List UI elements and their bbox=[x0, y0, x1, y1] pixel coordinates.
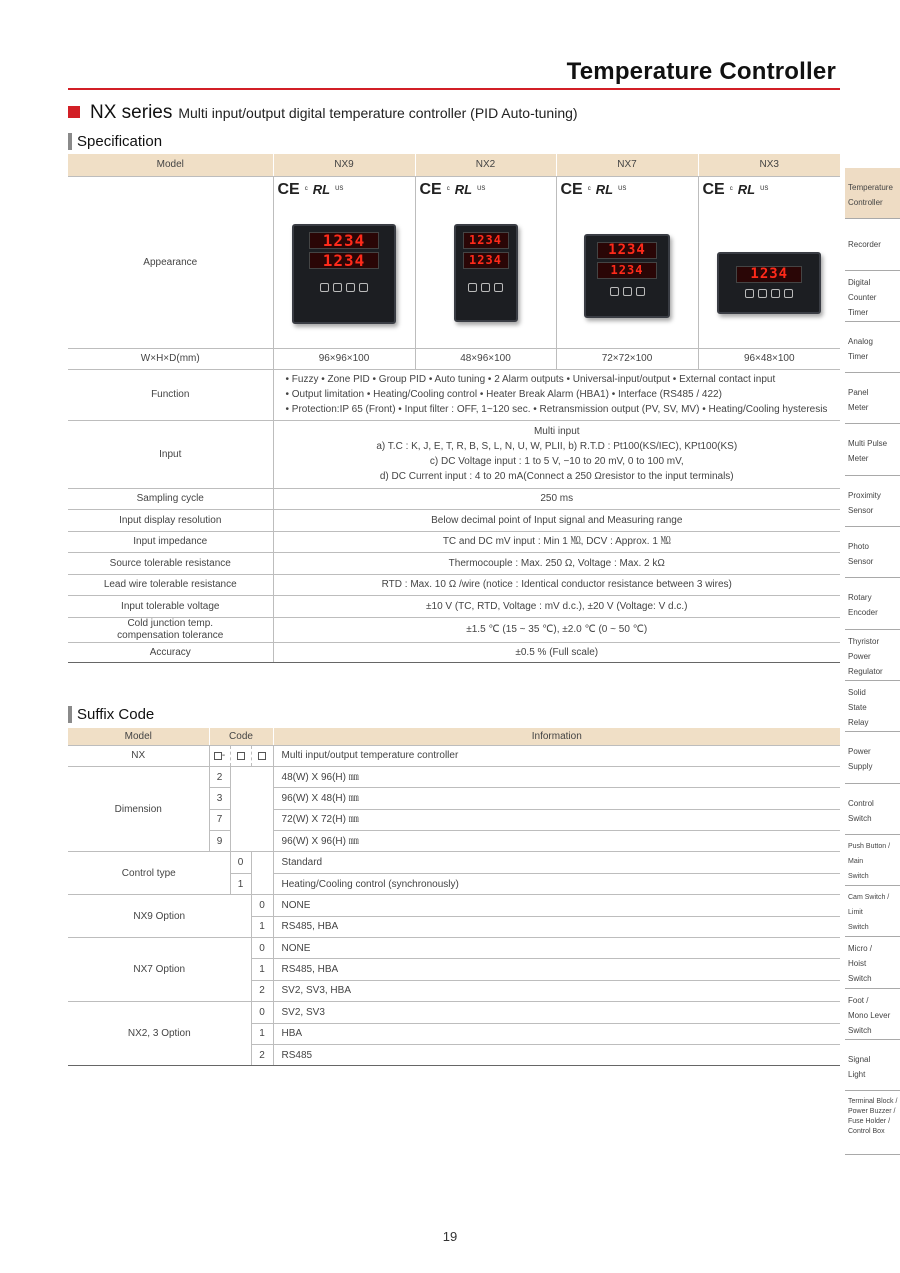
code-dash: - bbox=[221, 750, 226, 762]
display-resolution-value: Below decimal point of Input signal and Measuring range bbox=[273, 510, 840, 532]
spec-row bbox=[68, 553, 840, 575]
appearance-nx9 bbox=[273, 176, 415, 348]
function-line: • Protection:IP 65 (Front) • Input filter : OFF, 1~120 sec. • Retransmission output (PV, SV, MV) • Heating/Cooling hysteresis bbox=[285, 404, 828, 415]
tab-push-button-main-switch[interactable]: Push Button / Main Switch bbox=[845, 835, 900, 886]
control-type-group-label: Control type bbox=[68, 852, 230, 895]
suffix-code: 2 bbox=[209, 766, 230, 787]
suffix-information-header: Information bbox=[273, 728, 840, 745]
model-nx2: NX2 bbox=[415, 154, 556, 176]
pv-display: 1234 bbox=[309, 232, 379, 249]
suffix-code-heading-label: Suffix Code bbox=[77, 706, 155, 723]
suffix-info: SV2, SV3 bbox=[273, 1002, 840, 1023]
appearance-nx7 bbox=[556, 176, 698, 348]
suffix-row bbox=[68, 766, 840, 787]
tab-signal-light[interactable]: Signal Light bbox=[845, 1040, 900, 1091]
suffix-code: 1 bbox=[230, 873, 251, 894]
input-impedance-value: TC and DC mV input : Min 1 ㏁, DCV : Approx. 1 ㏁ bbox=[273, 531, 840, 553]
us-mark: US bbox=[335, 186, 344, 192]
suffix-info: SV2, SV3, HBA bbox=[273, 980, 840, 1001]
dimension-label: W×H×D(mm) bbox=[68, 348, 273, 369]
ce-mark: CE bbox=[419, 181, 442, 198]
tab-recorder[interactable]: Recorder bbox=[845, 219, 900, 270]
suffix-code: 2 bbox=[251, 1044, 273, 1065]
suffix-code: 1 bbox=[251, 959, 273, 980]
dimension-row bbox=[68, 348, 840, 369]
dimension-nx2: 48×96×100 bbox=[415, 348, 556, 369]
tab-terminal-block[interactable]: Terminal Block / Power Buzzer / Fuse Holder / Control Box bbox=[845, 1091, 900, 1155]
suffix-info: Heating/Cooling control (synchronously) bbox=[273, 873, 840, 894]
tab-photo-sensor[interactable]: Photo Sensor bbox=[845, 527, 900, 578]
spec-row bbox=[68, 617, 840, 642]
appearance-nx3 bbox=[698, 176, 840, 348]
suffix-row bbox=[68, 852, 840, 873]
tab-cam-switch-limit-switch[interactable]: Cam Switch / Limit Switch bbox=[845, 886, 900, 937]
code-box-control bbox=[230, 745, 251, 766]
tab-thyristor-power-regulator[interactable]: Thyristor Power Regulator bbox=[845, 630, 900, 681]
spec-header-row bbox=[68, 154, 840, 176]
input-impedance-label: Input impedance bbox=[68, 531, 273, 553]
function-value bbox=[273, 369, 840, 420]
pv-display: 1234 bbox=[463, 232, 509, 249]
function-line: • Fuzzy • Zone PID • Group PID • Auto tuning • 2 Alarm outputs • Universal-input/output • External contact input bbox=[285, 374, 776, 385]
suffix-code: 0 bbox=[251, 1002, 273, 1023]
suffix-code: 0 bbox=[251, 938, 273, 959]
tab-temperature-controller[interactable]: Temperature Controller bbox=[845, 168, 900, 219]
c-mark: c bbox=[446, 186, 450, 192]
ul-mark: RL bbox=[454, 182, 473, 197]
suffix-code: 2 bbox=[251, 980, 273, 1001]
tab-foot-mono-lever-switch[interactable]: Foot / Mono Lever Switch bbox=[845, 989, 900, 1040]
device-keys bbox=[320, 283, 368, 292]
heading-bar bbox=[68, 706, 72, 723]
suffix-info: RS485, HBA bbox=[273, 959, 840, 980]
function-line: • Output limitation • Heating/Cooling control • Heater Break Alarm (HBA1) • Interface (RS485 / 422) bbox=[285, 389, 722, 400]
category-side-tabs bbox=[845, 168, 900, 1155]
suffix-base-info: Multi input/output temperature controller bbox=[273, 745, 840, 766]
device-keys bbox=[610, 287, 645, 296]
suffix-info: RS485, HBA bbox=[273, 916, 840, 937]
spec-row bbox=[68, 574, 840, 596]
sampling-cycle-value: 250 ms bbox=[273, 488, 840, 510]
ul-mark: RL bbox=[312, 182, 331, 197]
suffix-code: 0 bbox=[230, 852, 251, 873]
suffix-info: 96(W) X 48(H) ㎜ bbox=[273, 788, 840, 809]
cold-junction-value: ±1.5 ℃ (15 ~ 35 ℃), ±2.0 ℃ (0 ~ 50 ℃) bbox=[273, 617, 840, 642]
tab-proximity-sensor[interactable]: Proximity Sensor bbox=[845, 476, 900, 527]
us-mark: US bbox=[477, 186, 486, 192]
input-row bbox=[68, 420, 840, 488]
accuracy-value: ±0.5 % (Full scale) bbox=[273, 642, 840, 662]
suffix-row bbox=[68, 938, 840, 959]
suffix-info: 72(W) X 72(H) ㎜ bbox=[273, 809, 840, 830]
series-description: Multi input/output digital temperature controller (PID Auto-tuning) bbox=[178, 105, 578, 121]
series-heading bbox=[68, 102, 578, 124]
nx3-device-image bbox=[717, 252, 821, 314]
suffix-info: NONE bbox=[273, 895, 840, 916]
model-header: Model bbox=[68, 154, 273, 176]
appearance-row bbox=[68, 176, 840, 348]
input-value bbox=[273, 420, 840, 488]
sv-display: 1234 bbox=[597, 262, 657, 279]
tab-micro-hoist-switch[interactable]: Micro / Hoist Switch bbox=[845, 937, 900, 988]
accuracy-label: Accuracy bbox=[68, 642, 273, 662]
spec-row bbox=[68, 642, 840, 662]
tab-control-switch[interactable]: Control Switch bbox=[845, 784, 900, 835]
ul-mark: RL bbox=[737, 182, 756, 197]
specification-heading-label: Specification bbox=[77, 133, 163, 150]
appearance-nx2 bbox=[415, 176, 556, 348]
certification-marks bbox=[418, 180, 554, 200]
function-label: Function bbox=[68, 369, 273, 420]
lead-wire-label: Lead wire tolerable resistance bbox=[68, 574, 273, 596]
suffix-code: 1 bbox=[251, 1023, 273, 1044]
spec-row bbox=[68, 531, 840, 553]
device-keys bbox=[745, 289, 793, 298]
tab-solid-state-relay[interactable]: Solid State Relay bbox=[845, 681, 900, 732]
series-name: NX series bbox=[90, 102, 173, 123]
suffix-model-header: Model bbox=[68, 728, 209, 745]
input-label: Input bbox=[68, 420, 273, 488]
nx7-device-image bbox=[584, 234, 670, 318]
suffix-info: 48(W) X 96(H) ㎜ bbox=[273, 766, 840, 787]
input-line: Multi input bbox=[533, 426, 580, 437]
suffix-code: 9 bbox=[209, 831, 230, 852]
red-square-bullet bbox=[68, 106, 80, 118]
suffix-code-heading bbox=[68, 706, 154, 723]
nx9-device-image bbox=[292, 224, 396, 324]
certification-marks bbox=[701, 180, 839, 200]
tab-panel-meter[interactable]: Panel Meter bbox=[845, 373, 900, 424]
sampling-cycle-label: Sampling cycle bbox=[68, 488, 273, 510]
spec-row bbox=[68, 510, 840, 532]
tab-multi-pulse-meter[interactable]: Multi Pulse Meter bbox=[845, 424, 900, 475]
tolerable-voltage-label: Input tolerable voltage bbox=[68, 596, 273, 618]
us-mark: US bbox=[760, 186, 769, 192]
tab-digital-counter-timer[interactable]: Digital Counter Timer bbox=[845, 271, 900, 322]
suffix-info: RS485 bbox=[273, 1044, 840, 1065]
code-box-option bbox=[251, 745, 273, 766]
pv-display: 1234 bbox=[736, 266, 802, 283]
suffix-row bbox=[68, 895, 840, 916]
tolerable-voltage-value: ±10 V (TC, RTD, Voltage : mV d.c.), ±20 V (Voltage: V d.c.) bbox=[273, 596, 840, 618]
dimension-group-label: Dimension bbox=[68, 766, 209, 852]
suffix-info: Standard bbox=[273, 852, 840, 873]
page-number: 19 bbox=[442, 1229, 458, 1244]
title-rule bbox=[68, 88, 840, 90]
pv-display: 1234 bbox=[597, 242, 657, 259]
suffix-code: 1 bbox=[251, 916, 273, 937]
input-line: d) DC Current input : 4 to 20 mA(Connect a 250 Ωresistor to the input terminals) bbox=[379, 471, 734, 482]
model-nx9: NX9 bbox=[273, 154, 415, 176]
tab-analog-timer[interactable]: Analog Timer bbox=[845, 322, 900, 373]
sv-display: 1234 bbox=[309, 252, 379, 269]
nx23-option-group-label: NX2, 3 Option bbox=[68, 1002, 251, 1066]
appearance-label: Appearance bbox=[68, 176, 273, 348]
suffix-header-row bbox=[68, 728, 840, 745]
suffix-base-model: NX bbox=[68, 745, 209, 766]
model-nx7: NX7 bbox=[556, 154, 698, 176]
page-title: Temperature Controller bbox=[566, 58, 836, 85]
model-nx3: NX3 bbox=[698, 154, 840, 176]
spec-row bbox=[68, 488, 840, 510]
code-box-dimension bbox=[209, 745, 230, 766]
suffix-row bbox=[68, 1002, 840, 1023]
cold-junction-label bbox=[68, 617, 273, 642]
certification-marks bbox=[559, 180, 696, 200]
dimension-nx7: 72×72×100 bbox=[556, 348, 698, 369]
spec-row bbox=[68, 596, 840, 618]
ul-mark: RL bbox=[595, 182, 614, 197]
suffix-info: HBA bbox=[273, 1023, 840, 1044]
cold-junction-label-line: compensation tolerance bbox=[117, 629, 224, 641]
source-resistance-value: Thermocouple : Max. 250 Ω, Voltage : Max. 2 kΩ bbox=[273, 553, 840, 575]
ce-mark: CE bbox=[702, 181, 725, 198]
suffix-info: 96(W) X 96(H) ㎜ bbox=[273, 831, 840, 852]
certification-marks bbox=[276, 180, 413, 200]
suffix-info: NONE bbox=[273, 938, 840, 959]
device-keys bbox=[468, 283, 503, 292]
nx7-option-group-label: NX7 Option bbox=[68, 938, 251, 1002]
lead-wire-value: RTD : Max. 10 Ω /wire (notice : Identical conductor resistance between 3 wires) bbox=[273, 574, 840, 596]
suffix-code: 7 bbox=[209, 809, 230, 830]
suffix-code: 3 bbox=[209, 788, 230, 809]
suffix-row bbox=[68, 745, 840, 766]
heading-bar bbox=[68, 133, 72, 150]
us-mark: US bbox=[618, 186, 627, 192]
nx9-option-group-label: NX9 Option bbox=[68, 895, 251, 938]
ce-mark: CE bbox=[560, 181, 583, 198]
source-resistance-label: Source tolerable resistance bbox=[68, 553, 273, 575]
specification-heading bbox=[68, 133, 162, 150]
cold-junction-label-line: Cold junction temp. bbox=[127, 617, 214, 629]
dimension-nx9: 96×96×100 bbox=[273, 348, 415, 369]
c-mark: c bbox=[587, 186, 591, 192]
specification-table bbox=[68, 154, 840, 663]
suffix-code: 0 bbox=[251, 895, 273, 916]
tab-rotary-encoder[interactable]: Rotary Encoder bbox=[845, 578, 900, 629]
c-mark: c bbox=[304, 186, 308, 192]
suffix-code-table bbox=[68, 728, 840, 1066]
suffix-code-header: Code bbox=[209, 728, 273, 745]
display-resolution-label: Input display resolution bbox=[68, 510, 273, 532]
dimension-nx3: 96×48×100 bbox=[698, 348, 840, 369]
sv-display: 1234 bbox=[463, 252, 509, 269]
tab-power-supply[interactable]: Power Supply bbox=[845, 732, 900, 783]
c-mark: c bbox=[729, 186, 733, 192]
ce-mark: CE bbox=[277, 181, 300, 198]
nx2-device-image bbox=[454, 224, 518, 322]
input-line: a) T.C : K, J, E, T, R, B, S, L, N, U, W, PLII, b) R.T.D : Pt100(KS/IEC), KPt100(KS) bbox=[376, 441, 738, 452]
function-row bbox=[68, 369, 840, 420]
input-line: c) DC Voltage input : 1 to 5 V, −10 to 20 mV, 0 to 100 mV, bbox=[429, 456, 684, 467]
